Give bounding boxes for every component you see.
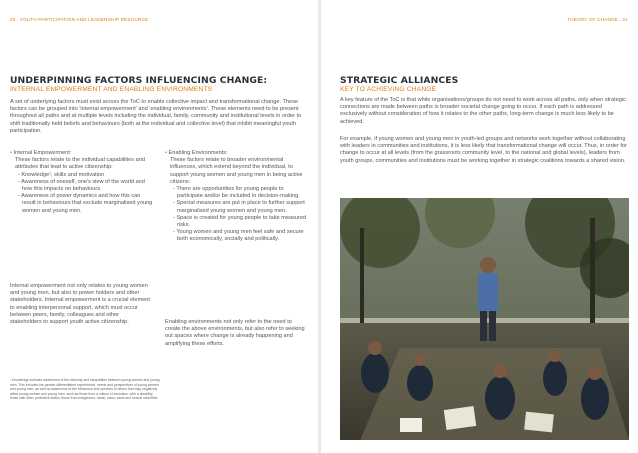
enabling-summary: Enabling environments not only refer to the need to create the above environments, but also refer to seeking out spaces where change is already happening and amplifying these efforts. [165,319,305,347]
intro-paragraph: A set of underlying factors must exist across the ToC to enable collective impact and transformational change. These factors can be grouped into 'internal empowerment' and 'enabling environments'. These elements need to be present throughout all paths and at multiple levels including the individual, family, community and institutional levels in order to shift traditionally held beliefs and behaviours (both at the individual and collective level) that inhibit meaningful youth participation. [10,99,302,134]
internal-summary: Internal empowerment not only relates to young women and young men, but also to power holders and other stakeholders. Internal empowerment is a crucial element to enabling interpersonal support, which must occur between peers, family, colleagues and other stakeholders to support youth active citizenship. [10,283,150,326]
internal-empowerment-heading: • Internal Empowerment: [10,150,72,156]
enabling-environments-list [165,186,308,244]
list-item: - There are opportunities for young people to participate and/or be included in decision-making. [173,186,300,200]
internal-empowerment-list [10,172,153,215]
workshop-photo [340,198,629,440]
section-heading: UNDERPINNING FACTORS INFLUENCING CHANGE: [10,75,268,86]
alliances-paragraph-2: For example, if young women and young men in youth-led groups and networks work together without collaborating with leaders in communities and institutions, it is less likely that transformational change will occur. Thus, in order for change to occur at all levels (from the grassroots community level, to the national and global levels), leaders from youth groups, communities and institutions must be working together in strategic coalitions towards a shared vision. [340,136,627,164]
left-page [0,0,318,453]
enabling-environments-block [165,150,308,244]
running-head-right: THEORY OF CHANGE . 21 [567,17,628,22]
alliances-subheading: KEY TO ACHIEVING CHANGE [340,86,437,93]
internal-empowerment-block [10,150,153,215]
footnote: ¹ Knowledge includes awareness of the diversity and inequalities between young women and young men. This includes the gender-differentiated experiences, needs and perspectives of young women and young men, as well as awareness of the behaviour and opinions of others that may negatively affect young women and young men, such as those from a culture of exclusion, with a disability, those with other protective status, those from Indigenous, racial, class, caste and sexual minorities. [10,378,160,400]
list-item: - Special measures are put in place to further support marginalised young women and young men. [173,200,305,214]
list-item: - Knowledge¹, skills and motivation [18,171,105,178]
list-item: - Awareness of power dynamics and how this can result in behaviours that exclude marginalised young women and young men. [18,193,153,214]
alliances-heading: STRATEGIC ALLIANCES [340,75,459,86]
list-item: - Young women and young men feel safe and secure both economically, socially and politically. [173,229,304,243]
running-head-left: 20 . YOUTH PARTICIPATION AND LEADERSHIP RESOURCE [10,17,149,22]
enabling-environments-body: These factors relate to broader environmental influences, which extend beyond the individual, to support young women and young men in being active citizens: [170,157,303,185]
section-subheading: INTERNAL EMPOWERMENT AND ENABLING ENVIRONMENTS [10,86,213,93]
internal-empowerment-body: These factors relate to the individual capabilities and attributes that lead to active citizenship: [15,157,145,171]
enabling-environments-heading: • Enabling Environments: [165,150,228,156]
list-item: - Awareness of oneself, one's view of the world and how this impacts on behaviours. [18,178,145,193]
alliances-paragraph-1: A key feature of the ToC is that while organisations/groups do not need to work across all paths, only when strategic connections are made between paths is broader societal change going to occur. If each path is addressed exclusively without consideration of how it relates to the other paths, long-term change is much less likely to be achieved. [340,97,626,125]
list-item: - Space is created for young people to take measured risks. [173,214,307,229]
